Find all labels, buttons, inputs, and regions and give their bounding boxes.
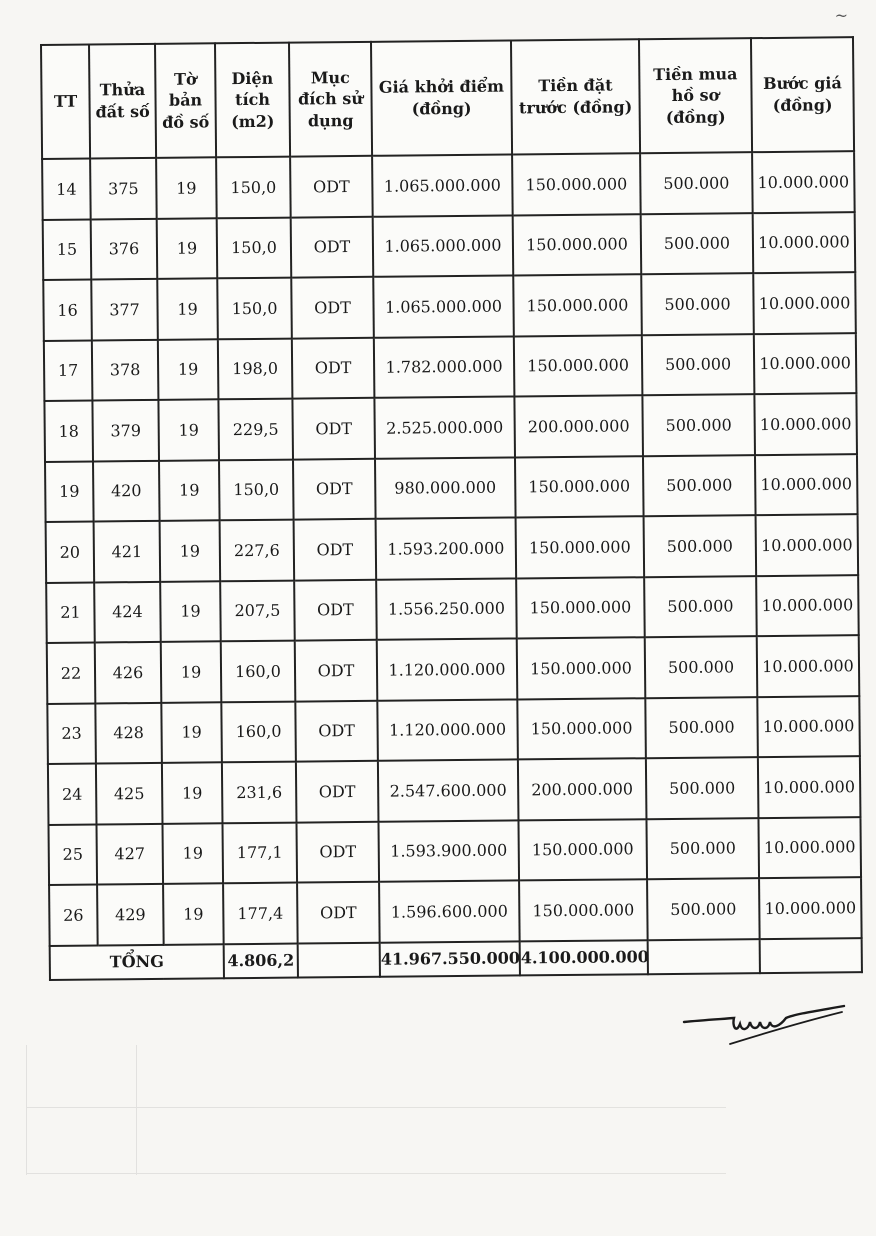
cell-area: 150,0 [217,217,292,278]
table-row [45,454,858,522]
cell-deposit: 150.000.000 [513,274,642,336]
cell-starting-price: 1.065.000.000 [373,275,514,337]
cell-map-sheet: 19 [157,278,218,339]
cell-deposit: 200.000.000 [518,758,647,820]
table-row [48,817,861,885]
cell-dossier-fee: 500.000 [641,213,754,275]
handwritten-signature [682,1000,847,1050]
cell-dossier-fee: 500.000 [642,394,755,456]
cell-map-sheet: 19 [163,883,224,944]
cell-map-sheet: 19 [160,581,221,642]
cell-bid-step: 10.000.000 [754,393,857,454]
cell-starting-price: 1.065.000.000 [372,154,513,216]
table-row [42,151,855,219]
cell-starting-price: 1.596.600.000 [379,880,520,942]
table-row [46,514,859,582]
cell-dossier-fee: 500.000 [647,878,760,940]
cell-parcel-number: 379 [92,400,159,461]
cell-map-sheet: 19 [162,823,223,884]
cell-area: 177,4 [223,883,298,944]
cell-dossier-fee: 500.000 [640,152,753,214]
cell-land-use: ODT [290,156,373,217]
cell-parcel-number: 428 [95,702,162,763]
cell-deposit: 150.000.000 [513,214,642,276]
cell-starting-price: 1.120.000.000 [377,699,518,761]
cell-parcel-number: 425 [96,763,163,824]
cell-parcel-number: 426 [95,642,162,703]
table-row [46,575,859,643]
cell-dossier-fee: 500.000 [644,515,757,577]
cell-parcel-number: 421 [94,521,161,582]
total-area: 4.806,2 [224,943,298,978]
cell-tt: 21 [46,582,95,643]
total-land-use-empty [298,942,380,977]
cell-land-use: ODT [293,458,376,519]
total-deposit: 4.100.000.000 [520,940,648,975]
cell-dossier-fee: 500.000 [645,697,758,759]
cell-bid-step: 10.000.000 [758,756,861,817]
cell-area: 207,5 [220,580,295,641]
cell-area: 177,1 [222,822,297,883]
cell-dossier-fee: 500.000 [645,636,758,698]
cell-land-use: ODT [297,882,380,943]
cell-starting-price: 1.593.900.000 [378,820,519,882]
table-row [44,333,857,401]
cell-land-use: ODT [292,337,375,398]
cell-area: 160,0 [221,701,296,762]
table-row [43,272,856,340]
cell-tt: 24 [48,763,97,824]
cell-land-use: ODT [291,277,374,338]
table-row [43,212,856,280]
cell-parcel-number: 424 [94,581,161,642]
cell-tt: 18 [44,401,93,462]
col-header-tt: TT [41,45,90,159]
cell-map-sheet: 19 [161,641,222,702]
cell-tt: 20 [46,522,95,583]
col-header-starting-price: Giá khởi điểm (đồng) [371,40,512,155]
cell-starting-price: 1.593.200.000 [376,517,517,579]
cell-deposit: 150.000.000 [514,335,643,397]
cell-area: 150,0 [217,278,292,339]
total-dossier-fee-empty [648,939,760,974]
cell-tt: 17 [44,340,93,401]
cell-starting-price: 980.000.000 [375,457,516,519]
cell-tt: 26 [49,884,98,945]
cell-bid-step: 10.000.000 [754,333,857,394]
cell-bid-step: 10.000.000 [753,212,856,273]
cell-deposit: 150.000.000 [518,819,647,881]
cell-starting-price: 1.556.250.000 [376,578,517,640]
cell-dossier-fee: 500.000 [641,273,754,335]
cell-area: 150,0 [216,157,291,218]
cell-bid-step: 10.000.000 [756,514,859,575]
cell-bid-step: 10.000.000 [752,151,855,212]
cell-deposit: 150.000.000 [516,516,645,578]
cell-tt: 25 [48,824,97,885]
cell-bid-step: 10.000.000 [759,877,862,938]
cell-dossier-fee: 500.000 [644,576,757,638]
cell-deposit: 150.000.000 [519,879,648,941]
col-header-parcel-number: Thửa đất số [89,44,156,159]
cell-bid-step: 10.000.000 [758,817,861,878]
table-header-row [41,37,854,159]
total-starting-price: 41.967.550.000 [380,941,520,976]
col-header-deposit: Tiền đặt trước (đồng) [511,39,640,154]
table-row [44,393,857,461]
col-header-map-sheet: Tờ bản đồ số [155,43,216,158]
cell-parcel-number: 429 [97,884,164,945]
total-label: TỔNG [50,944,224,980]
cell-dossier-fee: 500.000 [646,757,759,819]
cell-dossier-fee: 500.000 [642,334,755,396]
total-row [50,938,862,980]
table-row [47,696,860,764]
cell-map-sheet: 19 [159,460,220,521]
cell-tt: 23 [47,703,96,764]
cell-map-sheet: 19 [160,520,221,581]
land-auction-table [40,36,863,980]
cell-bid-step: 10.000.000 [757,696,860,757]
col-header-area: Diện tích (m2) [215,43,290,158]
cell-parcel-number: 420 [93,460,160,521]
cell-land-use: ODT [296,761,379,822]
table-row [48,756,861,824]
cell-land-use: ODT [294,519,377,580]
table-row [49,877,862,945]
cell-starting-price: 2.547.600.000 [378,759,519,821]
cell-bid-step: 10.000.000 [755,454,858,515]
cell-parcel-number: 427 [96,823,163,884]
cell-area: 229,5 [218,399,293,460]
cell-tt: 16 [43,280,92,341]
col-header-land-use: Mục đích sử dụng [289,42,372,157]
cell-parcel-number: 376 [91,218,158,279]
cell-dossier-fee: 500.000 [643,455,756,517]
cell-starting-price: 1.065.000.000 [373,215,514,277]
cell-starting-price: 1.120.000.000 [377,638,518,700]
cell-map-sheet: 19 [158,399,219,460]
cell-deposit: 150.000.000 [515,456,644,518]
cell-bid-step: 10.000.000 [757,635,860,696]
cell-parcel-number: 375 [90,158,157,219]
cell-area: 198,0 [218,338,293,399]
cell-area: 231,6 [222,762,297,823]
cell-area: 227,6 [220,520,295,581]
cell-tt: 22 [47,643,96,704]
cell-map-sheet: 19 [162,762,223,823]
cell-map-sheet: 19 [161,702,222,763]
cell-map-sheet: 19 [157,218,218,279]
cell-parcel-number: 378 [92,339,159,400]
bleed-through-ghost [26,1045,736,1175]
cell-deposit: 200.000.000 [514,395,643,457]
cell-land-use: ODT [294,579,377,640]
cell-bid-step: 10.000.000 [753,272,856,333]
cell-parcel-number: 377 [91,279,158,340]
cell-deposit: 150.000.000 [517,637,646,699]
cell-deposit: 150.000.000 [512,153,641,215]
cell-deposit: 150.000.000 [517,698,646,760]
cell-land-use: ODT [296,821,379,882]
page-corner-mark: ~ [834,6,848,25]
cell-tt: 19 [45,461,94,522]
cell-starting-price: 1.782.000.000 [374,336,515,398]
cell-area: 150,0 [219,459,294,520]
cell-tt: 14 [42,159,91,220]
cell-starting-price: 2.525.000.000 [374,396,515,458]
cell-dossier-fee: 500.000 [646,818,759,880]
table-row [47,635,860,703]
cell-deposit: 150.000.000 [516,577,645,639]
total-bid-step-empty [760,938,862,973]
document-sheet [40,36,861,980]
cell-bid-step: 10.000.000 [756,575,859,636]
cell-map-sheet: 19 [158,339,219,400]
cell-tt: 15 [43,219,92,280]
cell-area: 160,0 [221,641,296,702]
col-header-bid-step: Bước giá (đồng) [751,37,854,152]
cell-map-sheet: 19 [156,157,217,218]
cell-land-use: ODT [295,640,378,701]
col-header-dossier-fee: Tiền mua hồ sơ (đồng) [639,38,752,153]
cell-land-use: ODT [292,398,375,459]
cell-land-use: ODT [291,216,374,277]
cell-land-use: ODT [295,700,378,761]
